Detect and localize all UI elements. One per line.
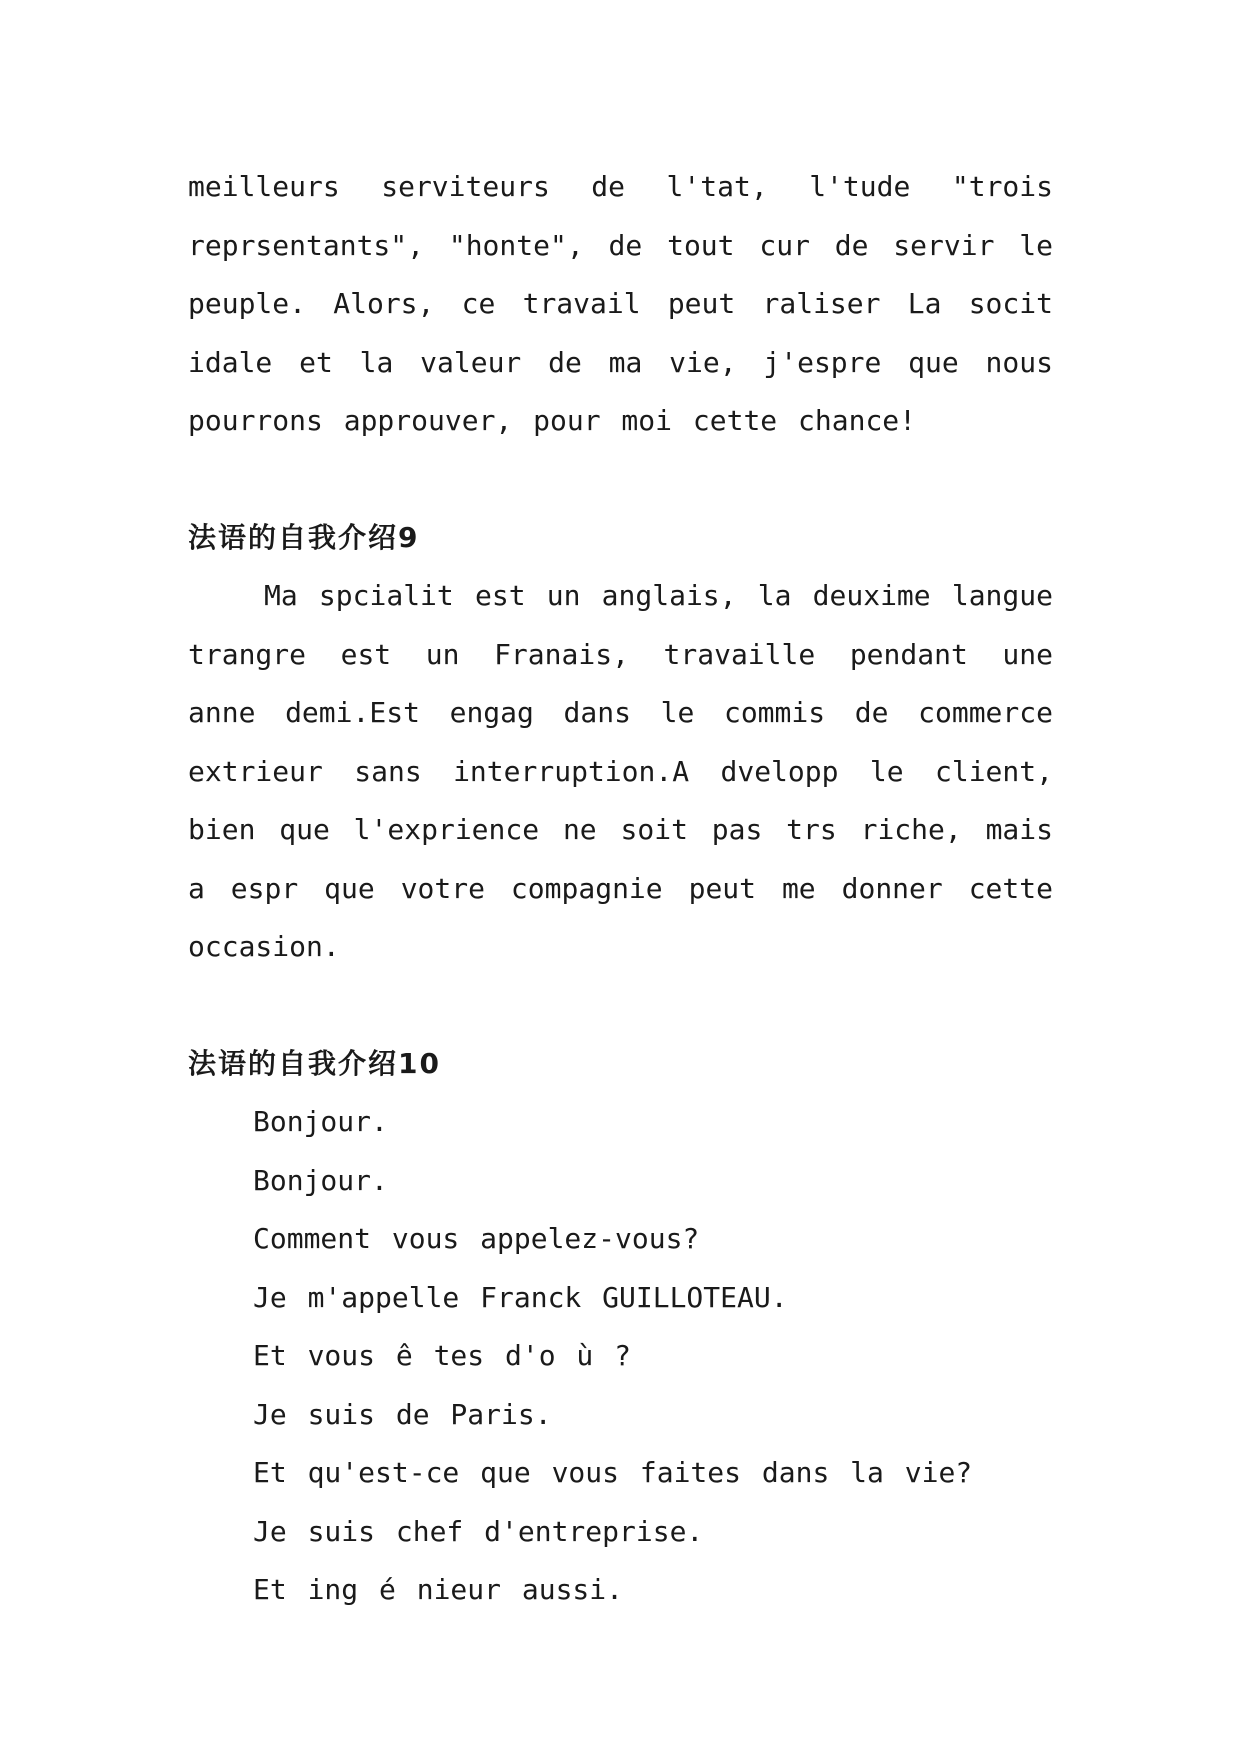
dialogue-line: Bonjour.	[253, 1163, 388, 1197]
section-spacer	[188, 451, 1053, 509]
dialogue-line: Et vous ê tes d'o ù ?	[253, 1339, 632, 1372]
paragraph-section-9: Ma spcialit est un anglais, la deuxime langue trangre est un Franais, travaille pendant une anne demi.Est engag dans le commis de commerce extrieur sans interruption.A dvelopp le client, bien que l'exprience ne soit pas trs riche, mais a espr que votre compagnie peut me donner cette occasion.	[188, 579, 1053, 963]
paragraph-continuation: meilleurs serviteurs de l'tat, l'tude "trois reprsentants", "honte", de tout cur de servir le peuple. Alors, ce travail peut raliser La socit idale et la valeur de ma vie, j'espre que nous pourrons approuver, pour moi cette chance!	[188, 170, 1053, 437]
dialogue-list	[188, 1093, 1053, 1620]
dialogue-line: Bonjour.	[253, 1105, 388, 1138]
dialogue-line: Je suis chef d'entreprise.	[253, 1514, 704, 1548]
section-spacer	[188, 977, 1053, 1035]
document-page	[188, 158, 1053, 1620]
dialogue-line: Je suis de Paris.	[253, 1397, 552, 1431]
dialogue-line: Et qu'est-ce que vous faites dans la vie?	[253, 1456, 973, 1489]
dialogue-line: Je m'appelle Franck GUILLOTEAU.	[253, 1280, 788, 1314]
section-heading-9: 法语的自我介绍9	[188, 520, 420, 554]
dialogue-line: Comment vous appelez-vous?	[253, 1222, 700, 1255]
dialogue-line: Et ing é nieur aussi.	[253, 1573, 624, 1606]
section-heading-10: 法语的自我介绍10	[188, 1046, 441, 1080]
